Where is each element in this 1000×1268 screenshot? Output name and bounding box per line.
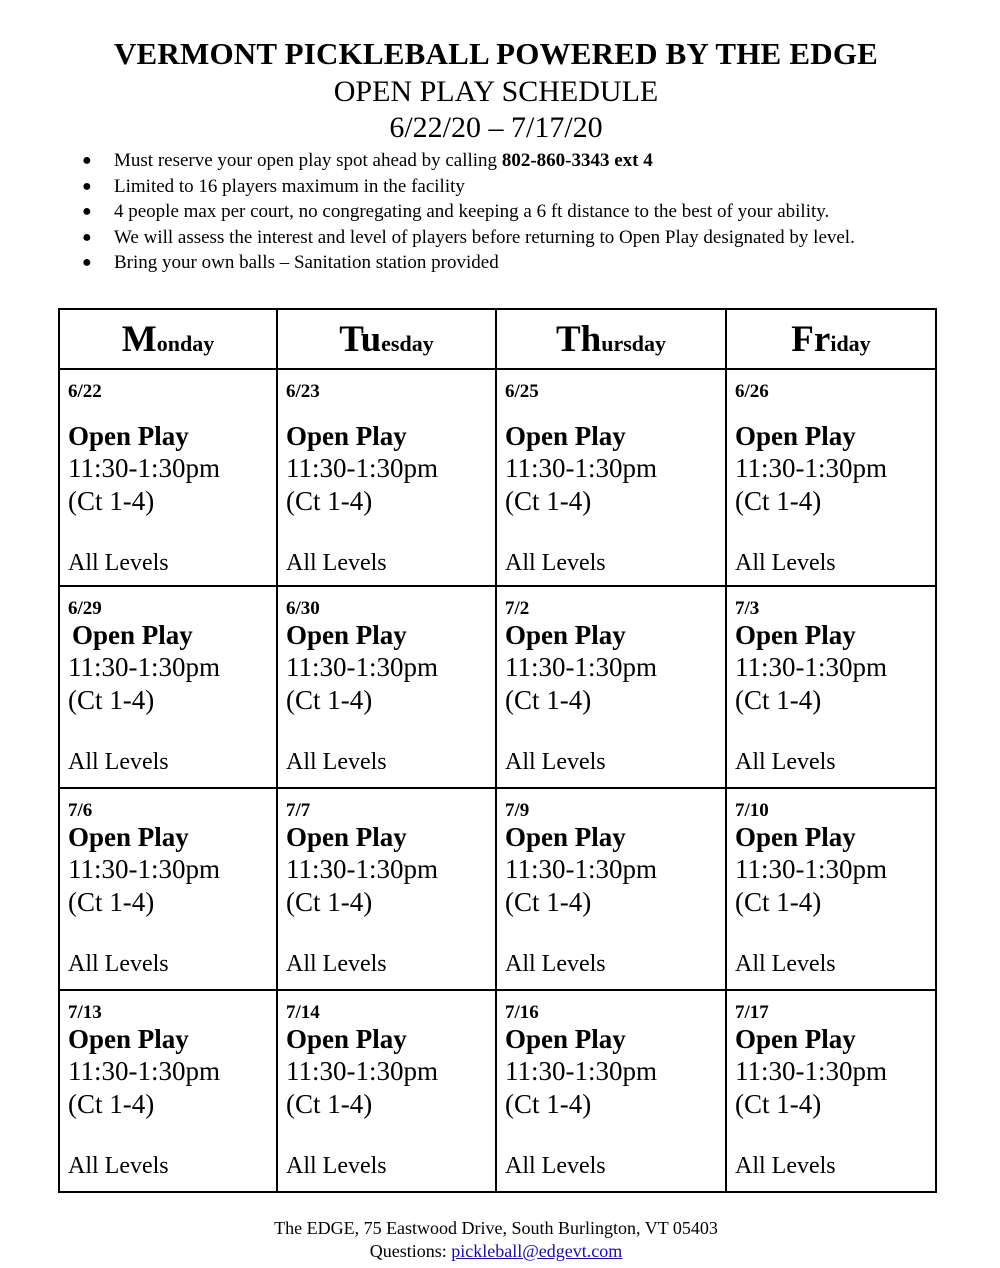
rule-text: Must reserve your open play spot ahead by calling [114,150,502,171]
session-date: 7/10 [735,800,769,821]
session-date: 7/16 [505,1002,539,1023]
rule-text: We will assess the interest and level of players before returning to Open Play designated by level. [114,226,855,248]
session-courts: (Ct 1-4) [286,486,373,516]
session-date: 7/6 [68,800,93,821]
session-level: All Levels [286,1153,387,1179]
day-header-tuesday: Tuesday [277,309,496,369]
date-range: 6/22/20 – 7/17/20 [389,111,603,144]
session-courts: (Ct 1-4) [68,685,155,715]
session-time: 11:30-1:30pm [68,453,220,483]
session-title: Open Play [68,421,189,451]
session-time: 11:30-1:30pm [68,1056,220,1086]
session-time: 11:30-1:30pm [286,854,438,884]
rule-item [80,199,980,225]
session-level: All Levels [68,951,169,977]
session-time: 11:30-1:30pm [505,1056,657,1086]
phone-number: 802-860-3343 ext 4 [501,150,653,171]
session-title: Open Play [735,620,856,650]
session-date: 6/23 [286,381,320,402]
schedule-cell [59,369,277,586]
rule-item [80,148,980,174]
footer-questions [0,1240,992,1262]
session-time: 11:30-1:30pm [68,652,220,682]
session-date: 7/17 [735,1002,769,1023]
session-time: 11:30-1:30pm [735,453,887,483]
week-row [59,990,936,1192]
session-courts: (Ct 1-4) [505,685,592,715]
session-date: 6/22 [68,381,102,402]
session-title: Open Play [286,822,407,852]
bullet-icon: ● [82,203,92,220]
rule-item [80,250,980,276]
session-date: 7/14 [286,1002,320,1023]
day-header-monday: Monday [59,309,277,369]
session-courts: (Ct 1-4) [735,486,822,516]
week-row [59,788,936,990]
schedule-cell [277,788,496,990]
session-time: 11:30-1:30pm [735,1056,887,1086]
schedule-cell [496,369,726,586]
session-title: Open Play [72,620,193,650]
day-header-friday: Friday [726,309,936,369]
rule-item [80,225,980,251]
session-time: 11:30-1:30pm [68,854,220,884]
session-time: 11:30-1:30pm [505,652,657,682]
session-level: All Levels [505,550,606,576]
session-courts: (Ct 1-4) [735,887,822,917]
week-row [59,369,936,586]
bullet-icon: ● [82,177,92,195]
email-link[interactable]: pickleball@edgevt.com [451,1241,623,1261]
session-title: Open Play [735,421,856,451]
document-title: VERMONT PICKLEBALL POWERED BY THE EDGE [113,36,879,71]
bullet-icon: ● [82,152,92,169]
schedule-cell [726,788,936,990]
session-title: Open Play [735,1024,856,1054]
session-date: 7/7 [286,800,311,821]
schedule-table [58,308,937,1193]
week-row [59,586,936,788]
schedule-cell [496,990,726,1192]
session-title: Open Play [505,421,626,451]
session-courts: (Ct 1-4) [505,486,592,516]
session-level: All Levels [735,951,836,977]
session-level: All Levels [505,1153,606,1179]
session-level: All Levels [68,1153,169,1179]
schedule-cell [496,586,726,788]
session-date: 6/26 [735,381,769,402]
session-level: All Levels [735,749,836,775]
session-time: 11:30-1:30pm [505,453,657,483]
session-title: Open Play [286,620,407,650]
session-courts: (Ct 1-4) [68,887,155,917]
schedule-cell [59,586,277,788]
session-date: 6/29 [68,598,102,619]
session-courts: (Ct 1-4) [68,1089,155,1119]
schedule-cell [277,990,496,1192]
session-courts: (Ct 1-4) [505,887,592,917]
session-date: 7/13 [68,1002,102,1023]
rule-text: Bring your own balls – Sanitation station provided [114,252,499,273]
session-date: 7/9 [505,800,530,821]
rule-item [80,174,980,200]
schedule-cell [277,586,496,788]
session-time: 11:30-1:30pm [286,453,438,483]
session-time: 11:30-1:30pm [286,1056,438,1086]
session-title: Open Play [505,1024,626,1054]
rule-text: 4 people max per court, no congregating and keeping a 6 ft distance to the best of your ability. [114,201,830,222]
bullet-icon: ● [82,254,92,271]
session-level: All Levels [286,749,387,775]
day-header-thursday: Thursday [496,309,726,369]
header-row [59,309,936,369]
session-level: All Levels [68,749,169,775]
session-courts: (Ct 1-4) [505,1089,592,1119]
session-title: Open Play [505,822,626,852]
session-courts: (Ct 1-4) [286,887,373,917]
session-level: All Levels [505,749,606,775]
session-time: 11:30-1:30pm [735,854,887,884]
session-title: Open Play [735,822,856,852]
session-level: All Levels [735,550,836,576]
session-time: 11:30-1:30pm [286,652,438,682]
session-date: 6/30 [286,598,320,619]
session-courts: (Ct 1-4) [735,685,822,715]
rules-list [80,148,980,276]
schedule-cell [59,788,277,990]
session-title: Open Play [286,421,407,451]
session-courts: (Ct 1-4) [286,1089,373,1119]
session-courts: (Ct 1-4) [735,1089,822,1119]
schedule-cell [726,586,936,788]
session-time: 11:30-1:30pm [505,854,657,884]
session-title: Open Play [505,620,626,650]
session-courts: (Ct 1-4) [68,486,155,516]
schedule-cell [726,990,936,1192]
session-date: 6/25 [505,381,539,402]
session-level: All Levels [735,1153,836,1179]
questions-label: Questions: [369,1241,452,1261]
schedule-cell [59,990,277,1192]
session-level: All Levels [286,550,387,576]
session-time: 11:30-1:30pm [735,652,887,682]
session-date: 7/2 [505,598,530,619]
session-title: Open Play [68,822,189,852]
bullet-icon: ● [82,228,92,246]
rule-text: Limited to 16 players maximum in the facility [114,175,465,197]
schedule-cell [277,369,496,586]
schedule-cell [496,788,726,990]
session-level: All Levels [286,951,387,977]
document-subtitle: OPEN PLAY SCHEDULE [333,75,659,108]
session-title: Open Play [68,1024,189,1054]
session-date: 7/3 [735,598,760,619]
session-level: All Levels [68,550,169,576]
session-level: All Levels [505,951,606,977]
session-title: Open Play [286,1024,407,1054]
footer-address: The EDGE, 75 Eastwood Drive, South Burlington, VT 05403 [274,1218,718,1238]
session-courts: (Ct 1-4) [286,685,373,715]
schedule-cell [726,369,936,586]
